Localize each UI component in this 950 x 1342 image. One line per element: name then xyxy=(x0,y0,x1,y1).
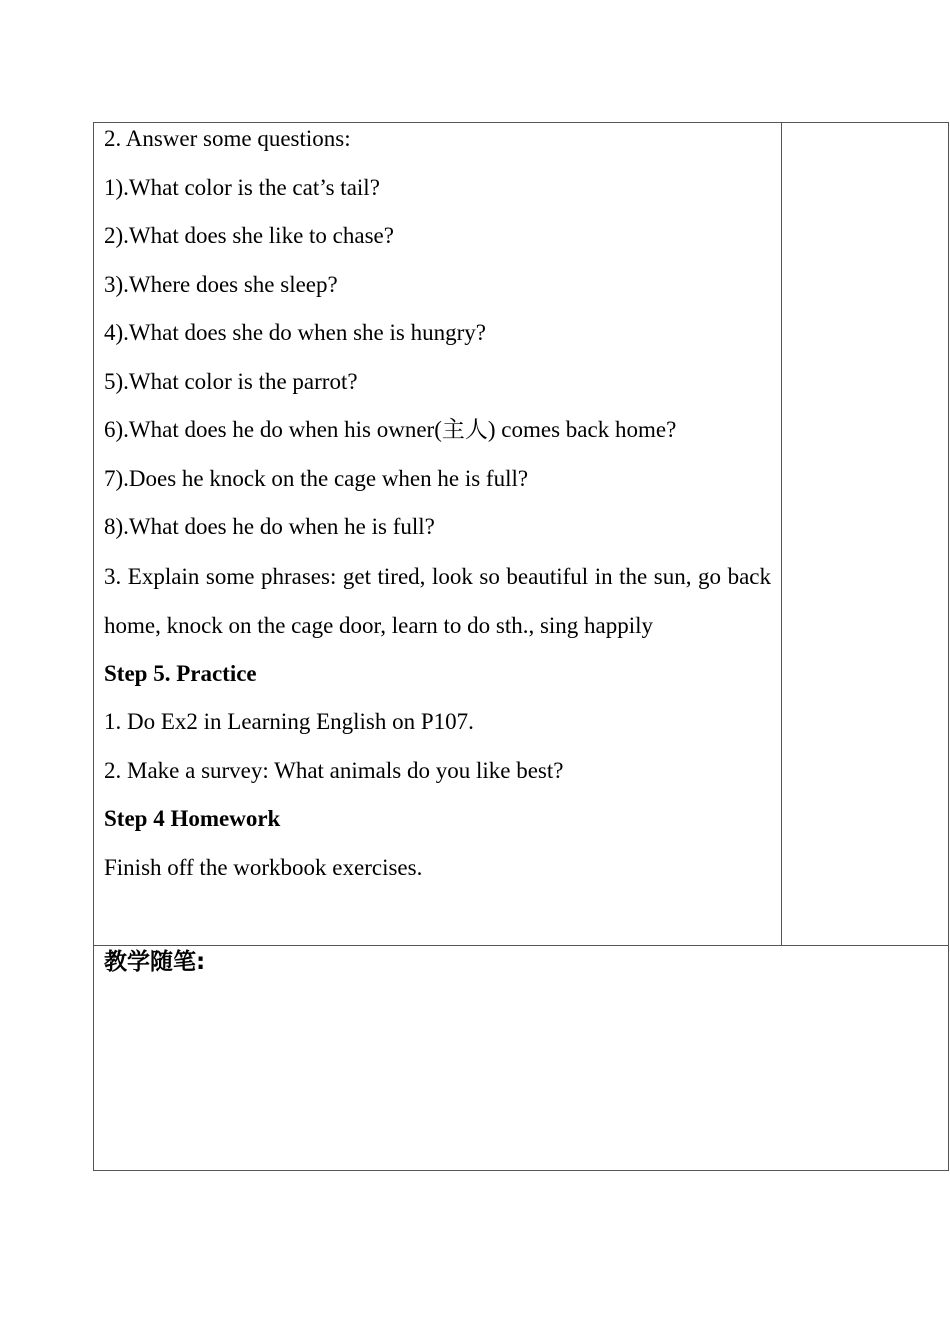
lesson-content-cell xyxy=(94,123,782,945)
question-item: 5).What color is the parrot? xyxy=(104,368,358,394)
question-item: 4).What does she do when she is hungry? xyxy=(104,320,486,345)
lesson-content-row xyxy=(94,123,948,946)
step5-heading: Step 5. Practice xyxy=(104,660,257,686)
teaching-notes-row xyxy=(94,946,948,1170)
phrases-paragraph: 3. Explain some phrases: get tired, look so beautiful in the sun, go back home, knock on the cage door, learn to do sth., sing happily xyxy=(104,563,771,638)
question-item: 7).Does he knock on the cage when he is full? xyxy=(104,465,529,491)
question-item: 3).Where does she sleep? xyxy=(104,271,338,297)
questions-heading: 2. Answer some questions: xyxy=(104,126,351,151)
homework-text: Finish off the workbook exercises. xyxy=(104,854,423,880)
practice-item: 1. Do Ex2 in Learning English on P107. xyxy=(104,709,474,734)
question-item: 2).What does she like to chase? xyxy=(104,223,394,248)
teaching-notes-title: 教学随笔: xyxy=(104,949,206,975)
lesson-table xyxy=(93,122,949,1171)
homework-heading: Step 4 Homework xyxy=(104,806,281,831)
question-item: 8).What does he do when he is full? xyxy=(104,514,435,539)
question-item: 6).What does he do when his owner(主人) comes back home? xyxy=(104,417,677,442)
question-item: 1).What color is the cat’s tail? xyxy=(104,174,380,200)
side-notes-cell xyxy=(782,123,948,945)
practice-item: 2. Make a survey: What animals do you like best? xyxy=(104,757,564,783)
